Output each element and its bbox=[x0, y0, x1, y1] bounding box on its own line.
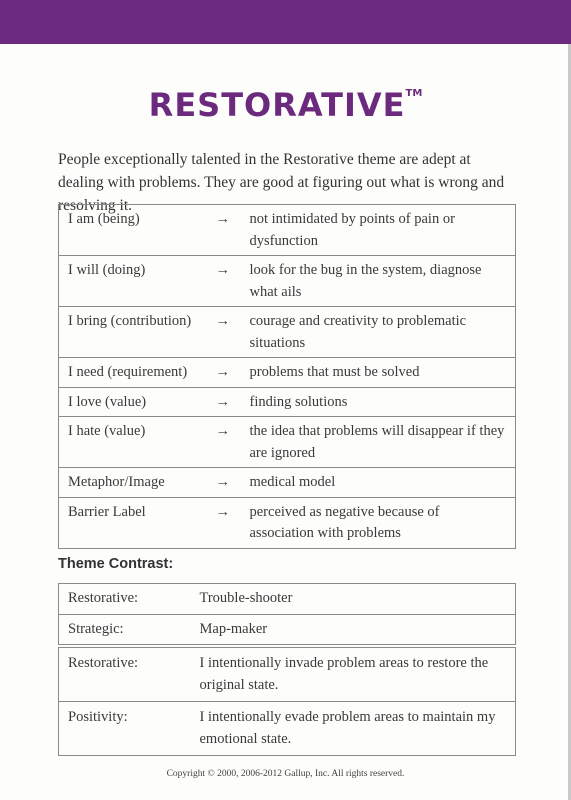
trait-description: look for the bug in the system, diagnose what ails bbox=[250, 256, 516, 307]
table-row bbox=[59, 307, 516, 358]
contrast-label: Restorative: bbox=[59, 648, 200, 702]
trait-description: finding solutions bbox=[250, 387, 516, 417]
arrow-icon: → bbox=[216, 256, 250, 307]
table-row bbox=[59, 256, 516, 307]
contrast-description: Map-maker bbox=[200, 614, 516, 645]
arrow-icon: → bbox=[216, 307, 250, 358]
trait-description: medical model bbox=[250, 468, 516, 498]
arrow-icon: → bbox=[216, 205, 250, 256]
table-row bbox=[59, 702, 516, 756]
contrast-label: Restorative: bbox=[59, 584, 200, 615]
table-row bbox=[59, 417, 516, 468]
trait-label: Metaphor/Image bbox=[59, 468, 216, 498]
trademark-mark: TM bbox=[405, 88, 423, 99]
trait-label: I need (requirement) bbox=[59, 358, 216, 388]
trait-label: I hate (value) bbox=[59, 417, 216, 468]
table-row bbox=[59, 497, 516, 548]
contrast-short-table bbox=[58, 583, 516, 645]
arrow-icon: → bbox=[216, 468, 250, 498]
arrow-icon: → bbox=[216, 358, 250, 388]
arrow-icon: → bbox=[216, 497, 250, 548]
page-title bbox=[0, 86, 571, 124]
table-row bbox=[59, 614, 516, 645]
contrast-description: I intentionally invade problem areas to restore the original state. bbox=[200, 648, 516, 702]
table-row bbox=[59, 387, 516, 417]
title-text: RESTORATIVE bbox=[148, 86, 406, 124]
trait-label: I bring (contribution) bbox=[59, 307, 216, 358]
trait-description: the idea that problems will disappear if they are ignored bbox=[250, 417, 516, 468]
copyright-footer: Copyright © 2000, 2006-2012 Gallup, Inc. All rights reserved. bbox=[166, 769, 405, 779]
trait-label: I love (value) bbox=[59, 387, 216, 417]
arrow-icon: → bbox=[216, 387, 250, 417]
trait-label: I am (being) bbox=[59, 205, 216, 256]
theme-contrast-heading: Theme Contrast: bbox=[58, 556, 174, 572]
table-row bbox=[59, 358, 516, 388]
table-row bbox=[59, 584, 516, 615]
contrast-description: Trouble-shooter bbox=[200, 584, 516, 615]
trait-label: Barrier Label bbox=[59, 497, 216, 548]
contrast-description: I intentionally evade problem areas to maintain my emotional state. bbox=[200, 702, 516, 756]
trait-description: not intimidated by points of pain or dysfunction bbox=[250, 205, 516, 256]
trait-label: I will (doing) bbox=[59, 256, 216, 307]
trait-description: perceived as negative because of association with problems bbox=[250, 497, 516, 548]
arrow-icon: → bbox=[216, 417, 250, 468]
trait-description: courage and creativity to problematic situations bbox=[250, 307, 516, 358]
table-row bbox=[59, 205, 516, 256]
traits-table bbox=[58, 204, 516, 549]
trait-description: problems that must be solved bbox=[250, 358, 516, 388]
contrast-label: Positivity: bbox=[59, 702, 200, 756]
contrast-label: Strategic: bbox=[59, 614, 200, 645]
header-band bbox=[0, 0, 571, 44]
intro-paragraph: People exceptionally talented in the Restorative theme are adept at dealing with problems. They are good at figuring out what is wrong and resolving it. bbox=[58, 151, 505, 214]
table-row bbox=[59, 648, 516, 702]
table-row bbox=[59, 468, 516, 498]
contrast-long-table bbox=[58, 647, 516, 756]
